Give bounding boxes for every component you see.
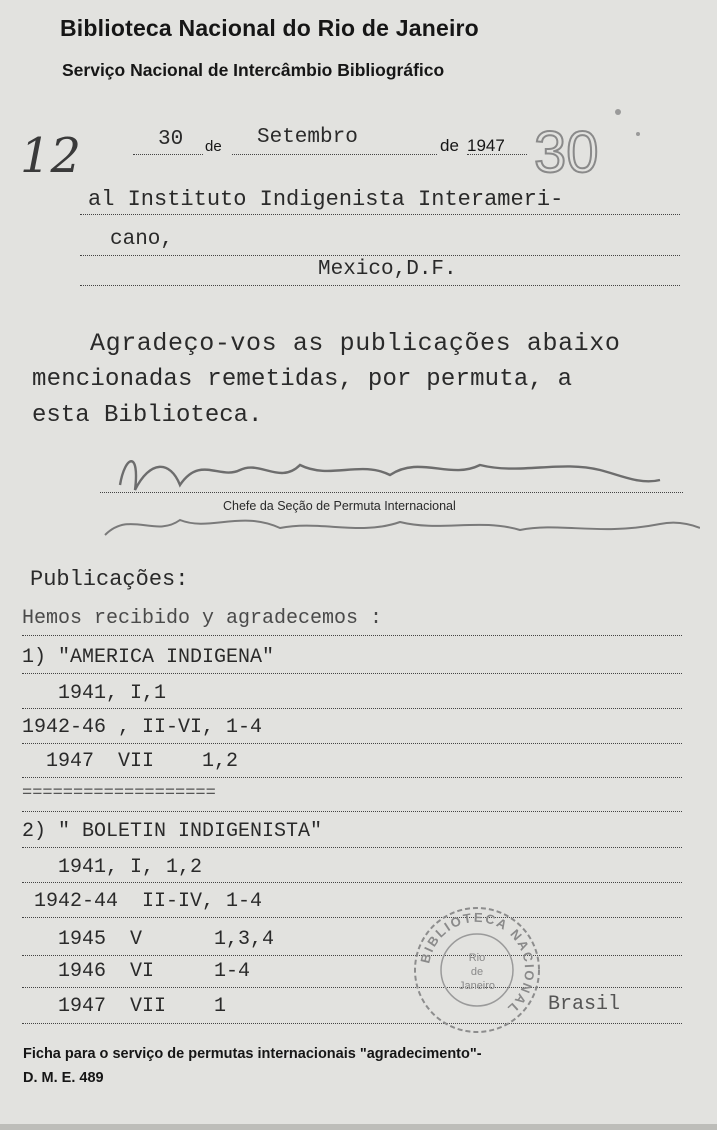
addressee-line-3: Mexico,D.F. bbox=[318, 258, 457, 281]
publications-rule bbox=[22, 882, 682, 883]
signature-rule bbox=[100, 492, 683, 493]
publications-rule bbox=[22, 777, 682, 778]
date-month: Setembro bbox=[257, 126, 358, 149]
library-seal-stamp bbox=[412, 905, 542, 1035]
publication-line: 1947 VII 1 bbox=[22, 995, 227, 1018]
signature-label: Chefe da Seção de Permuta Internacional bbox=[223, 499, 456, 513]
publication-line: 1941, I,1 bbox=[22, 682, 167, 705]
date-year-line bbox=[467, 154, 527, 155]
addressee-line-2: cano, bbox=[110, 228, 174, 251]
footer-line-1: Ficha para o serviço de permutas internacionais "agradecimento"- bbox=[23, 1046, 482, 1062]
publication-line: 1941, I, 1,2 bbox=[22, 856, 203, 879]
publications-rule bbox=[22, 847, 682, 848]
publication-line: 1945 V 1,3,4 bbox=[22, 928, 275, 951]
date-de-year-label: de bbox=[440, 136, 459, 155]
publication-line: 1947 VII 1,2 bbox=[22, 750, 239, 773]
date-year: 1947 bbox=[467, 136, 505, 155]
date-de-label: de bbox=[205, 138, 222, 155]
publication-line: 1942-46 , II-VI, 1-4 bbox=[22, 716, 263, 739]
publications-rule bbox=[22, 1023, 682, 1024]
publication-separator: =================== bbox=[22, 784, 227, 803]
body-line-2: mencionadas remetidas, por permuta, a bbox=[32, 366, 573, 393]
publication-line: 2) " BOLETIN INDIGENISTA" bbox=[22, 820, 323, 843]
seal-ring-text: BIBLIOTECA NACIONAL bbox=[417, 909, 538, 1018]
body-line-3: esta Biblioteca. bbox=[32, 402, 263, 429]
date-day-line bbox=[133, 154, 203, 155]
publications-rule bbox=[22, 811, 682, 812]
date-day: 30 bbox=[158, 128, 184, 151]
publications-rule bbox=[22, 743, 682, 744]
publications-intro: Hemos recibido y agradecemos : bbox=[22, 607, 383, 630]
publications-rule bbox=[22, 708, 682, 709]
seal-center-line-3: Janeiro bbox=[458, 980, 496, 992]
publications-rule-0 bbox=[22, 635, 682, 636]
addressee-line-3-rule bbox=[80, 285, 680, 286]
stamp-digits: 30 bbox=[534, 120, 599, 185]
signature-title-stroke bbox=[105, 520, 700, 535]
seal-center-line-2: de bbox=[470, 966, 484, 978]
addressee-line-2-rule bbox=[80, 255, 680, 256]
handwritten-annotation: 12 bbox=[20, 128, 82, 184]
publications-label: Publicações: bbox=[30, 567, 189, 592]
addressee-line-1: al Instituto Indigenista Interameri- bbox=[88, 187, 564, 212]
publication-trailing-country: Brasil bbox=[548, 993, 621, 1016]
publications-rule bbox=[22, 987, 682, 988]
publication-line: 1942-44 II-IV, 1-4 bbox=[22, 890, 263, 913]
stamp-speck bbox=[636, 132, 640, 136]
addressee-line-1-rule bbox=[80, 214, 680, 215]
service-subtitle: Serviço Nacional de Intercâmbio Bibliográfico bbox=[62, 60, 445, 80]
publication-line: 1946 VI 1-4 bbox=[22, 960, 251, 983]
signature-stroke bbox=[120, 461, 660, 490]
scan-bottom-edge bbox=[0, 1124, 717, 1130]
date-month-line bbox=[232, 154, 437, 155]
publication-line: 1) "AMERICA INDIGENA" bbox=[22, 646, 275, 669]
stamp-speck bbox=[615, 109, 621, 115]
seal-center-line-1: Rio bbox=[468, 952, 486, 964]
publications-rule bbox=[22, 917, 682, 918]
library-title: Biblioteca Nacional do Rio de Janeiro bbox=[60, 15, 479, 41]
received-stamp-mark bbox=[528, 84, 658, 204]
publications-rule bbox=[22, 955, 682, 956]
body-line-1: Agradeço-vos as publicações abaixo bbox=[90, 329, 621, 358]
signature-scribble bbox=[100, 440, 700, 550]
footer-line-2: D. M. E. 489 bbox=[23, 1070, 104, 1086]
publications-rule bbox=[22, 673, 682, 674]
